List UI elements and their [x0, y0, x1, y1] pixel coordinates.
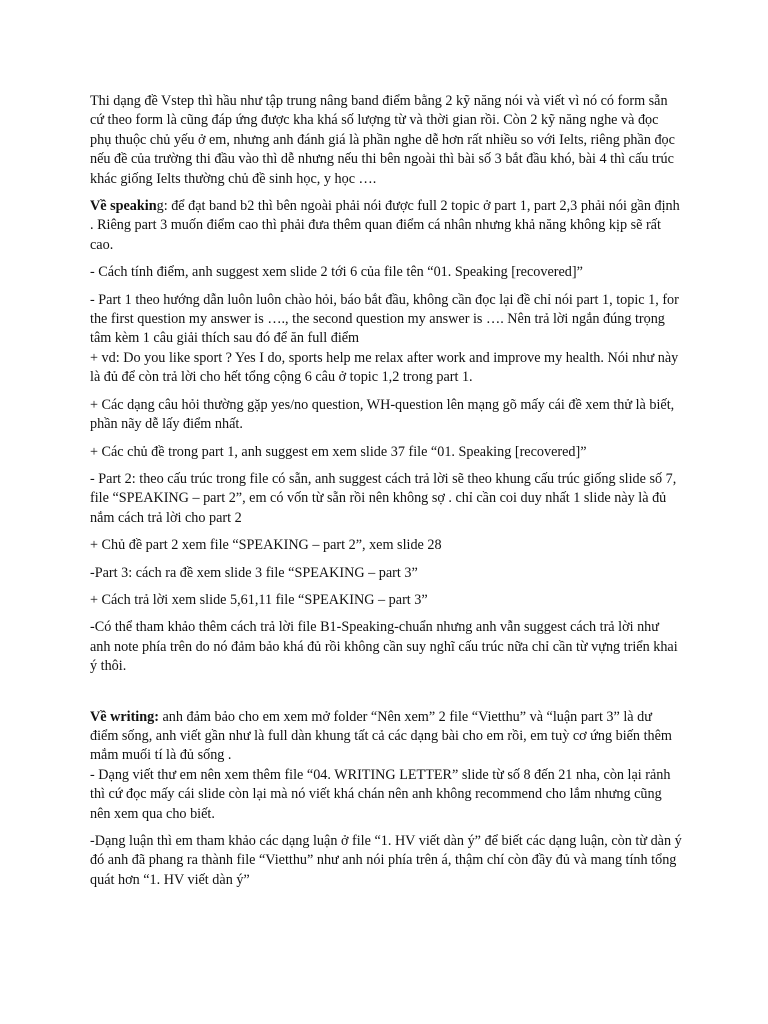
essay-paragraph: -Dạng luận thì em tham khảo các dạng luận ở file “1. HV viết dàn ý” để biết các dạng luận, còn từ dàn ý đó anh đã phang ra thành file “Vietthu” như anh nói phía trên á, thậm chí còn đầy đủ và mang tính tổng quát hơn “1. HV viết dàn ý”: [90, 833, 682, 888]
part1-paragraph: - Part 1 theo hướng dẫn luôn luôn chào hỏi, báo bắt đầu, không cần đọc lại đề chỉ nói part 1, topic 1, for the first question my answer is …., the second question my answer is …. Nên trả lời ngắn đúng trọng tâm kèm 1 câu giải thích sau đó để ăn full điểm: [90, 291, 679, 347]
part2-paragraph: - Part 2: theo cấu trúc trong file có sẵn, anh suggest cách trả lời sẽ theo khung cấu trúc giống slide số 7, file “SPEAKING – part 2”, em có vốn từ sẵn rồi nên không sợ . chỉ cần coi duy nhất 1 slide này là đủ nắm cách trả lời cho part 2: [90, 470, 677, 526]
intro-paragraph: Thi dạng đề Vstep thì hầu như tập trung nâng band điểm bằng 2 kỹ năng nói và viết vì nó có form sẵn cứ theo form là cũng đáp ứng được kha khá số lượng từ và thời gian rồi. Còn 2 kỹ năng nghe và đọc phụ thuộc chủ yếu ở em, nhưng anh đánh giá là phần nghe dễ hơn rất nhiều so với Ielts, riêng phần đọc nếu đề của trường thi đầu vào thì dễ nhưng nếu thi bên ngoài thì bài số 3 bắt đầu khó, bài 4 thì cấu trúc khác giống Ielts thường chủ đề sinh học, y học ….: [90, 93, 675, 187]
section-gap: [90, 685, 682, 708]
part3-answer-paragraph: + Cách trả lời xem slide 5,61,11 file “SPEAKING – part 3”: [90, 591, 428, 608]
question-types-paragraph: + Các dạng câu hỏi thường gặp yes/no question, WH-question lên mạng gõ mấy cái đề xem thử là biết, phần nãy dễ lấy điểm nhất.: [90, 396, 675, 433]
part2-topics-paragraph: + Chủ đề part 2 xem file “SPEAKING – part 2”, xem slide 28: [90, 537, 442, 554]
speaking-paragraph: [90, 197, 682, 255]
document-page: [90, 92, 682, 898]
letter-paragraph: - Dạng viết thư em nên xem thêm file “04. WRITING LETTER” slide từ số 8 đến 21 nha, còn lại rảnh thì cứ đọc mấy cái slide còn lại mà nó viết khá chán nên anh không recommend cho lắm nhưng cũng nên xem qua cho biết.: [90, 766, 671, 822]
speaking-heading: Về speakin: [90, 198, 157, 215]
writing-text: anh đảm bảo cho em xem mở folder “Nên xem” 2 file “Vietthu” và “luận part 3” là dư điểm sống, anh viết gần như là full dàn khung tất cả các dạng bài cho em rồi, em tuỳ cơ ứng biến thêm mắm muối tí là đủ sống .: [90, 708, 672, 764]
part1-example-paragraph: + vd: Do you like sport ? Yes I do, sports help me relax after work and improve my health. Nói như này là đủ để còn trả lời cho hết tổng cộng 6 câu ở topic 1,2 trong part 1.: [90, 349, 679, 386]
part1-topics-paragraph: + Các chủ đề trong part 1, anh suggest em xem slide 37 file “01. Speaking [recovered]”: [90, 443, 587, 460]
b1-reference-paragraph: -Có thể tham khảo thêm cách trả lời file B1-Speaking-chuẩn nhưng anh vẫn suggest cách trả lời như anh note phía trên do nó đảm bảo khá đủ rồi không cần suy nghĩ cấu trúc nữa chỉ cần từ vựng triển khai ý thôi.: [90, 619, 678, 675]
writing-paragraph: [90, 708, 682, 766]
part3-paragraph: -Part 3: cách ra đề xem slide 3 file “SPEAKING – part 3”: [90, 564, 418, 581]
writing-heading: Về writing:: [90, 708, 159, 725]
scoring-paragraph: - Cách tính điểm, anh suggest xem slide 2 tới 6 của file tên “01. Speaking [recovered]”: [90, 264, 583, 281]
speaking-text: g: để đạt band b2 thì bên ngoài phải nói được full 2 topic ở part 1, part 2,3 phải nói gần định . Riêng part 3 muốn điểm cao thì phải đưa thêm quan điểm cá nhân nhưng khả năng không kịp sẽ rất cao.: [90, 198, 680, 253]
